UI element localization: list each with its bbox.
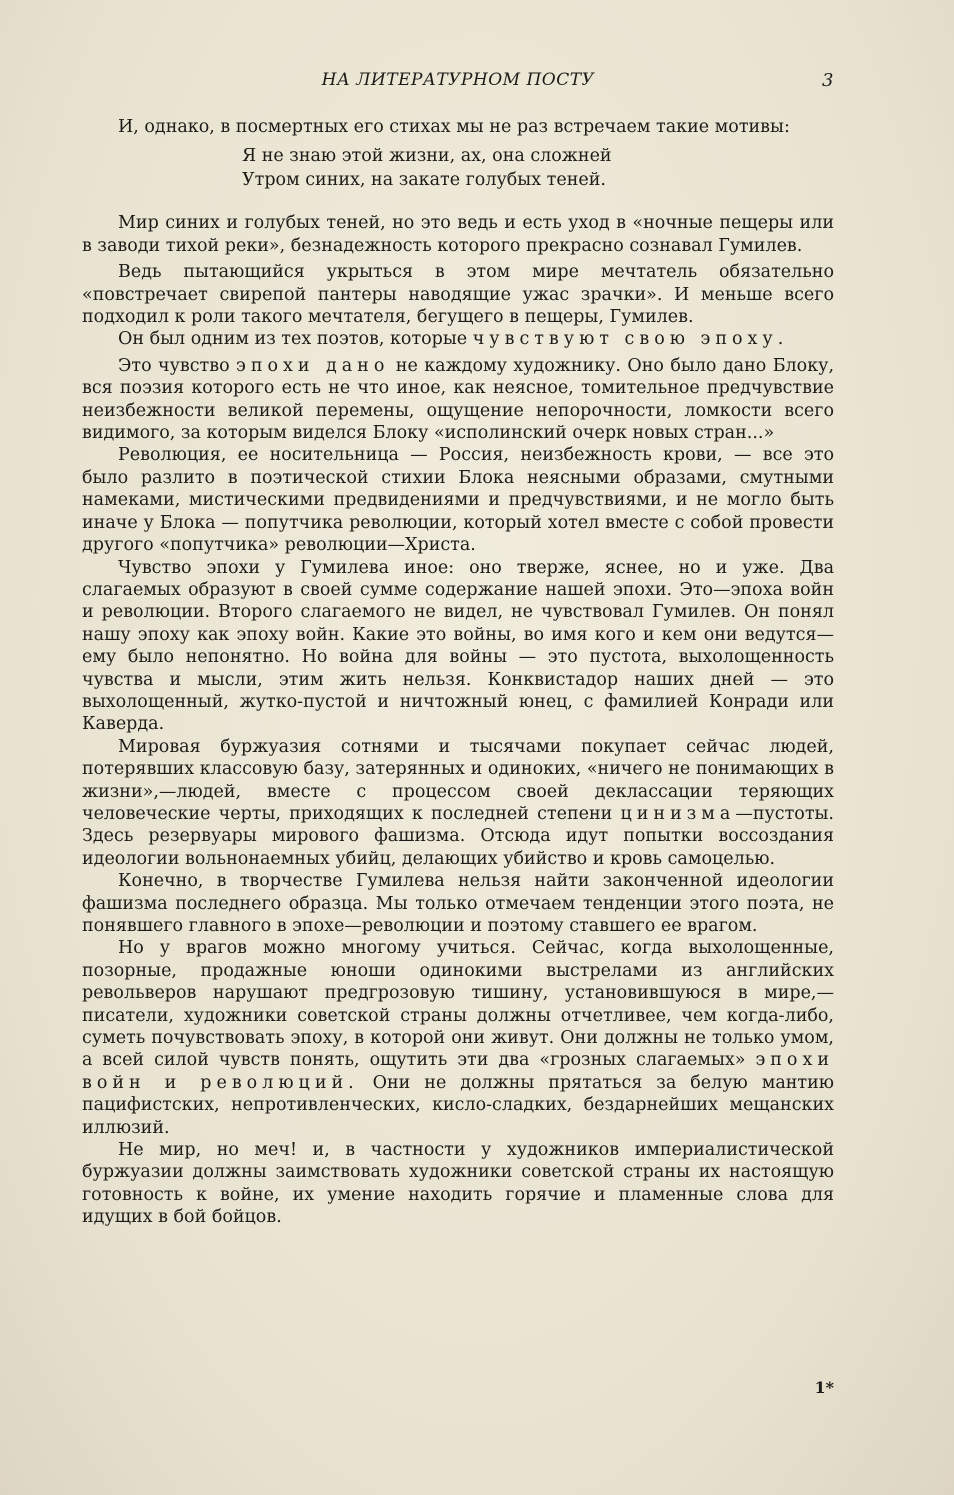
running-head (82, 70, 834, 96)
verse-line-2: Утром синих, на закате голубых теней. (242, 170, 606, 191)
paragraph-1: Мир синих и голубых теней, но это ведь и есть уход в «ночные пещеры или в заводи тихой реки», безнадежность которого прекрасно сознавал Гумилев. (82, 213, 834, 256)
signature-mark: 1* (814, 1378, 834, 1397)
paragraph-9-text-cont: Они не должны прятаться за белую мантию пацифистских, непротивленческих, кисло-сладких, бездарнейших мещанских иллюзий. (82, 1072, 835, 1138)
spaced-emphasis: эпохи войн и революций. (82, 1050, 834, 1093)
paragraph-4-text: Это чувство (118, 355, 237, 376)
verse-quote (242, 144, 834, 192)
article-body (82, 116, 834, 1229)
paragraph-4-text-cont: не каждому художнику. Оно было дано Блоку, вся поэзия которого есть не что иное, как неясное, томительное предчувствие неизбежности великой перемены, ощущение непорочности, ломкости всего видимого, за которым виделся Блоку «исполинский очерк новых стран...» (82, 355, 835, 444)
spaced-emphasis: эпохи дано (236, 355, 390, 376)
paragraph-5: Революция, ее носительница — Россия, неизбежность крови, — все это было разлито в поэтической стихии Блока неясными образами, смутными намеками, мистическими предвидениями и предчувствиями, и не могло быть иначе у Блока — попутчика революции, который хотел вместе с собой провести другого «попутчика» революции—Христа. (82, 445, 834, 556)
spaced-emphasis: чувствуют свою эпоху. (472, 329, 789, 350)
paragraph-6: Чувство эпохи у Гумилева иное: оно тверже, яснее, но и уже. Два слагаемых образуют в своей сумме содержание нашей эпохи. Это—эпоха войн и революции. Второго слагаемого не видел, не чувствовал Гумилев. Он понял нашу эпоху как эпоху войн. Какие это войны, во имя кого и кем они ведутся—ему было непонятно. Но война для войны — это пустота, выхолощенность чувства и мысли, этим жить нельзя. Конквистадор наших дней — это выхолощенный, жутко-пустой и ничтожный юнец, с фамилией Конради или Каверда. (82, 557, 834, 735)
running-title: НА ЛИТЕРАТУРНОМ ПОСТУ (321, 70, 595, 90)
paragraph-8: Конечно, в творчестве Гумилева нельзя найти законченной идеологии фашизма последнего образца. Мы только отмечаем тенденции этого поэта, не понявшего главного в эпохе—революции и поэтому ставшего ее врагом. (82, 871, 834, 936)
paragraph-4 (82, 355, 834, 445)
paragraph-7-text-cont: —пустоты. Здесь резервуары мирового фашизма. Отсюда идут попытки воссоздания идеологии вольнонаемных убийц, делающих убийство и кровь самоцелью. (82, 803, 834, 869)
paragraph-10: Не мир, но меч! и, в частности у художников империалистической буржуазии должны заимствовать художники советской страны их настоящую готовность к войне, их умение находить горячие и пламенные слова для идущих в бой бойцов. (82, 1140, 834, 1228)
paragraph-9-text: Но у врагов можно многому учиться. Сейчас, когда выхолощенные, позорные, продажные юноши одинокими выстрелами из английских револьверов нарушают предгрозовую тишину, установившуюся в мире,—писатели, художники советской страны должны отчетливее, чем когда-либо, суметь почувствовать эпоху, в которой они живут. Они должны не только умом, а всей силой чувств понять, ощутить эти два «грозных слагаемых» (82, 938, 834, 1071)
paragraph-9 (82, 937, 834, 1139)
paragraph-7-text: Мировая буржуазия сотнями и тысячами покупает сейчас людей, потерявших классовую базу, затерянных и одиноких, «ничего не понимающих в жизни»,—людей, вместе с процессом своей деклассации теряющих человеческие черты, приходящих к последней степени (82, 736, 834, 824)
paragraph-7 (82, 736, 834, 870)
verse-line-1: Я не знаю этой жизни, ах, она сложней (242, 146, 612, 167)
page-number: 3 (822, 70, 834, 91)
paragraph-3 (82, 328, 834, 350)
paragraph-2: Ведь пытающийся укрыться в этом мире мечтатель обязательно «повстречает свирепой пантеры наводящие ужас зрачки». И меньше всего подходил к роли такого мечтателя, бегущего в пещеры, Гумилев. (82, 262, 834, 328)
intro-line: И, однако, в посмертных его стихах мы не раз встречаем такие мотивы: (118, 117, 790, 137)
paragraph-3-text: Он был одним из тех поэтов, которые (118, 329, 473, 350)
spaced-emphasis: цинизма (620, 803, 736, 824)
